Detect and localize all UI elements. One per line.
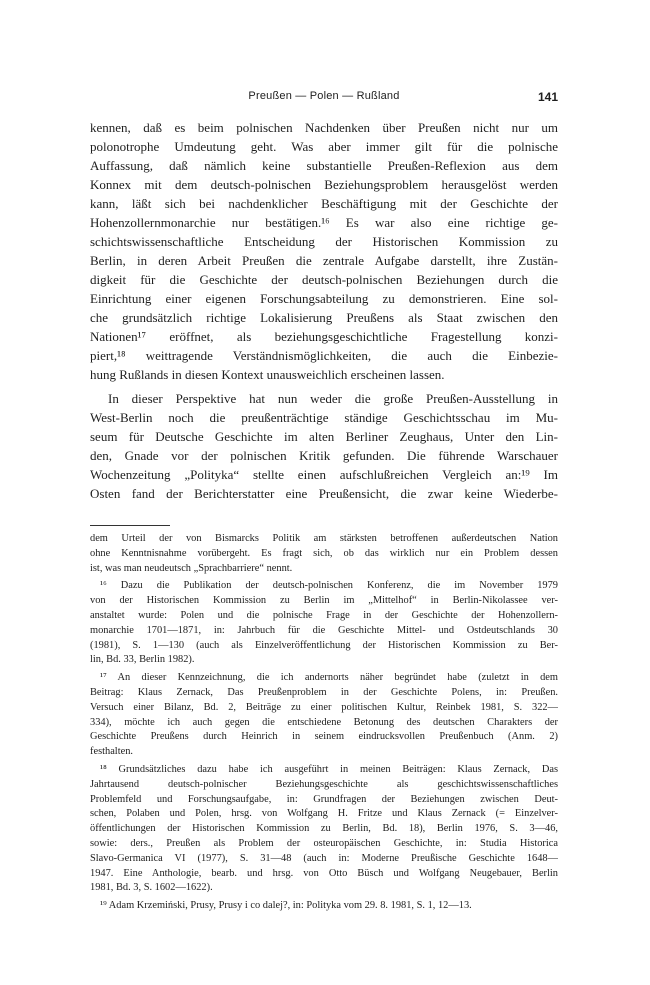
footnote-line: ohne Kenntnisnahme vorübergeht. Es fragt sich, ob das wirklich nur ein Problem dessen [90,547,558,559]
footnote-line: 334), möchte ich auch gegen die entschiedene Betonung des deutschen Charakters der [90,716,558,728]
footnote-line: Jahrtausend deutsch-polnischer Beziehungsgeschichte als geschichtswissenschaftliches [90,778,558,790]
text-line: kennen, daß es beim polnischen Nachdenken über Preußen nicht nur um [90,120,558,135]
footnote-line: Versuch einer Bilanz, Bd. 2, Beiträge zu einer politischen Kultur, Reinbek 1981, S. 322— [90,701,558,713]
footnote-line: festhalten. [90,746,133,758]
text-line: West-Berlin noch die preußenträchtige ständige Geschichtsschau im Mu- [90,410,558,425]
text-line: Auffassung, daß nämlich keine substantielle Preußen-Reflexion aus dem [90,158,558,173]
text-line: den, Gnade vor der polnischen Kritik gefunden. Die führende Warschauer [90,448,558,463]
footnote-line: ¹⁸ Grundsätzliches dazu habe ich ausgeführt in meinen Beiträgen: Klaus Zernack, Das [100,763,558,775]
running-title: Preußen — Polen — Rußland [248,90,400,102]
footnote-line: ¹⁹ Adam Krzemiński, Prusy, Prusy i co dalej?, in: Polityka vom 29. 8. 1981, S. 1, 12—13. [100,900,472,912]
footnote-18 [90,763,558,896]
text-line: kann, läßt sich bei nachdenklicher Beschäftigung mit der Geschichte der [90,196,558,211]
footnotes [90,532,558,914]
footnote-line: Slavo-Germanica VI (1977), S. 31—48 (auch in: Moderne Preußische Geschichte 1648— [90,852,558,864]
text-line: Nationen¹⁷ eröffnet, als beziehungsgeschichtliche Fragestellung konzi- [90,329,558,344]
text-line: che grundsätzlich richtige Lokalisierung Preußens als Staat zwischen den [90,310,558,325]
text-line: In dieser Perspektive hat nun weder die große Preußen-Ausstellung in [108,391,558,406]
text-line: schichtswissenschaftliche Entscheidung der Historischen Kommission zu [90,234,558,249]
footnote-line: öffentlichungen der Historischen Kommission zu Berlin, Bd. 18), Berlin 1976, S. 3—46, [90,823,558,835]
footnote-line: schen, Polaben und Polen, hrsg. von Wolfgang H. Fritze und Klaus Zernack (= Einzelver- [90,808,558,820]
text-line: polonotrophe Umdeutung geht. Was aber immer gilt für die polnische [90,139,558,154]
body-text [90,118,558,503]
footnote-line: sowie: ders., Preußen als Problem der osteuropäischen Geschichte, in: Studia Historica [90,837,558,849]
footnote-line: Problemfeld und Forschungsaufgabe, in: Grundfragen der Beziehungen zwischen Deut- [90,793,558,805]
page-number: 141 [537,90,558,104]
text-line: Einrichtung einer eigenen Forschungsabteilung zu demonstrieren. Eine sol- [90,291,558,306]
footnote-line: Beitrag: Klaus Zernack, Das Preußenproblem in der Geschichte Polens, in: Preußen. [90,686,558,698]
text-line: Osten fand der Berichterstatter eine Preußensicht, die zwar keine Wiederbe- [90,486,558,501]
text-line: seum für Deutsche Geschichte im alten Berliner Zeughaus, Unter den Lin- [90,429,558,444]
footnote-line: von der Historischen Kommission zu Berlin im „Mittelhof“ in Berlin-Nikolassee ver- [90,595,558,607]
running-head [90,90,558,106]
footnote-line: Geschichte Preußens durch Heinrich in seinem eindrucksvollen Preußenbuch (Anm. 2) [90,731,558,743]
footnote-rule [90,525,170,526]
footnote-19 [90,899,558,914]
footnote-line: ist, was man neudeutsch „Sprachbarriere“ nennt. [90,562,293,574]
footnote-line: monarchie 1701—1871, in: Jahrbuch für die Geschichte Mittel- und Ostdeutschlands 30 [90,624,558,636]
text-line: Hohenzollernmonarchie nur bestätigen.¹⁶ Es war also eine richtige ge- [90,215,558,230]
footnote-line: dem Urteil der von Bismarcks Politik am stärksten betroffenen außerdeutschen Nation [90,533,558,544]
footnote-line: ¹⁷ An dieser Kennzeichnung, die ich andernorts näher begründet habe (zuletzt in dem [100,672,558,684]
footnote-continued [90,532,558,576]
text-line: piert,¹⁸ weittragende Verständnismöglichkeiten, die auch die Einbezie- [90,348,558,363]
text-line: Wochenzeitung „Polityka“ stellte einen aufschlußreichen Vergleich an:¹⁹ Im [90,467,558,482]
footnote-line: 1947. Eine Anthologie, bearb. und hrsg. von Otto Büsch und Wolfgang Neugebauer, Berlin [90,867,558,879]
footnote-line: anstaltet wurde: Polen und die polnische Frage in der Geschichte der Hohenzollern- [90,609,558,621]
footnote-line: ¹⁶ Dazu die Publikation der deutsch-polnischen Konferenz, die im November 1979 [100,580,558,592]
paragraph-2 [90,389,558,503]
footnote-line: (1981), S. 1—130 (auch als Einzelveröffentlichung der Historischen Kommission zu Ber- [90,639,558,651]
text-line: Berlin, in deren Arbeit Preußen die zentrale Aufgabe darstellt, ihre Zustän- [90,253,558,268]
text-line: digkeit für die Geschichte der deutsch-polnischen Beziehungen durch die [90,272,558,287]
text-line: Konnex mit dem deutsch-polnischen Beziehungsproblem herausgelöst werden [90,177,558,192]
footnote-16 [90,579,558,668]
footnote-line: 1981, Bd. 3, S. 1602—1622). [90,882,213,894]
footnote-17 [90,671,558,760]
paragraph-1 [90,118,558,384]
footnote-line: lin, Bd. 33, Berlin 1982). [90,654,195,666]
text-line: hung Rußlands in diesen Kontext unausweichlich erscheinen lassen. [90,367,445,382]
